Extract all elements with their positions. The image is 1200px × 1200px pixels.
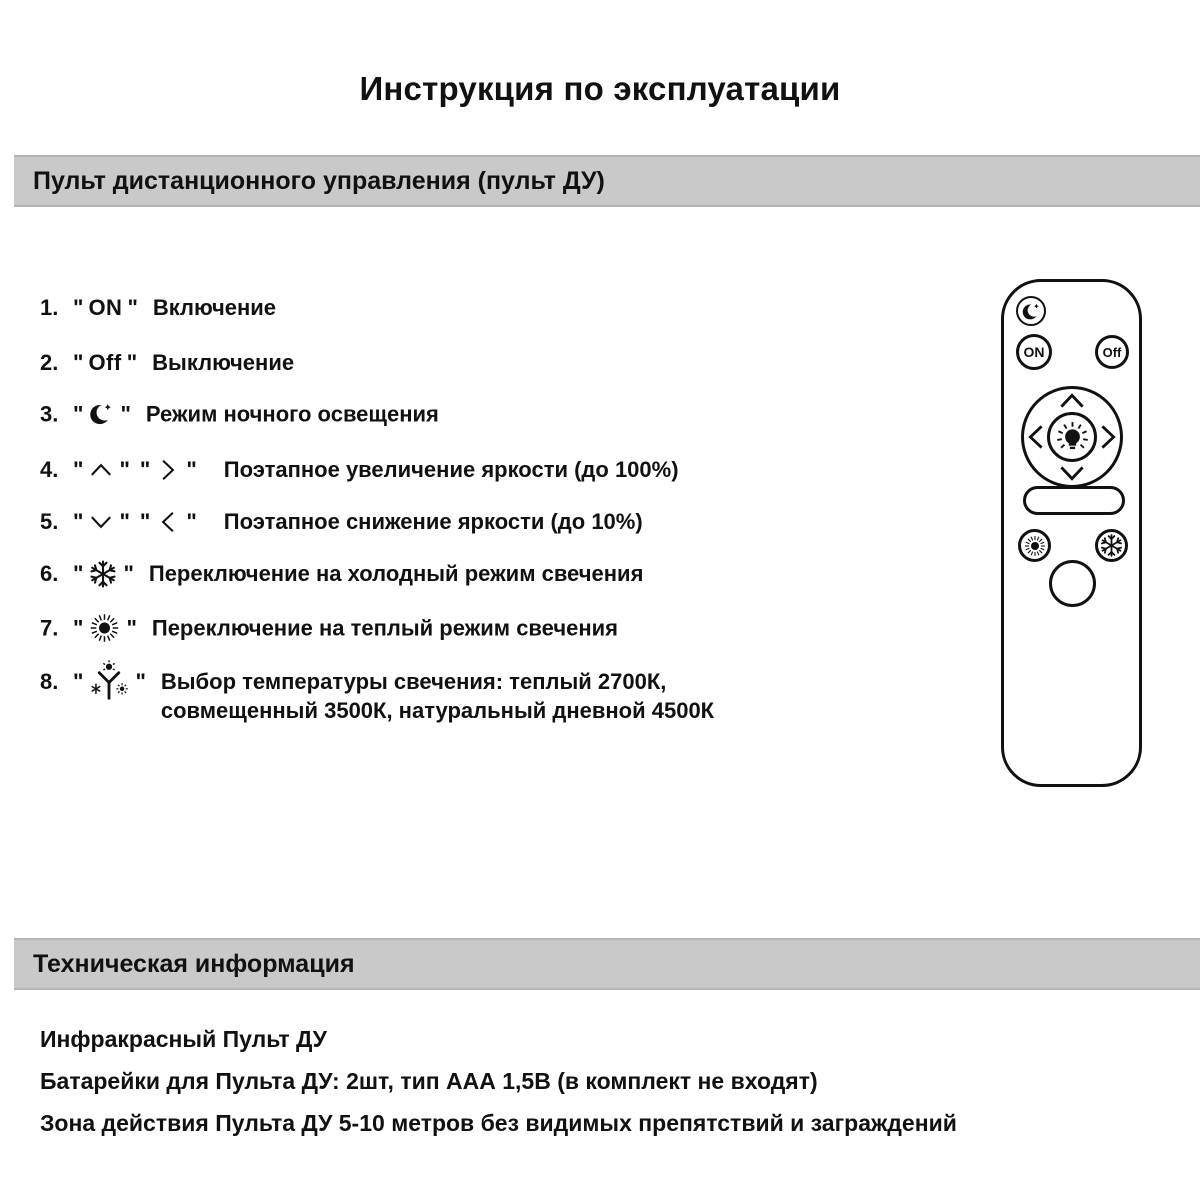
tech-info-line: Батарейки для Пульта ДУ: 2шт, тип ААА 1,5В (в комплект не входят) [40,1068,818,1094]
close-quote: " [119,457,130,482]
close-quote: " [186,509,197,534]
section-heading-remote [14,155,1200,207]
item-number: 3. [40,401,59,426]
instruction-item-7 [40,612,618,645]
section-heading-tech [14,938,1200,990]
on-button-label: ON [1023,344,1045,360]
chevron-down-icon [88,509,114,535]
open-quote: " [73,401,84,426]
close-quote: " [119,509,130,534]
item-text: Включение [152,295,277,320]
item-text: Выключение [152,350,295,375]
item-text: Поэтапное снижение яркости (до 10%) [223,509,643,534]
close-quote: " [127,295,138,320]
crescent-moon-icon [1021,301,1042,322]
close-quote: " [123,561,134,586]
on-button [1016,334,1052,370]
instruction-item-1 [40,295,276,321]
item-text-line1: Выбор температуры свечения: теплый 2700К, [160,669,667,694]
section-heading-tech-label: Техническая информация [33,949,355,978]
crescent-moon-icon [88,401,115,428]
sun-icon [1023,534,1047,558]
item-number: 8. [40,669,59,694]
page-title: Инструкция по эксплуатации [359,70,841,107]
instruction-item-3 [40,401,439,428]
instruction-item-5 [40,509,643,535]
open-quote: " [73,669,84,694]
item-text: Переключение на теплый режим свечения [151,615,619,640]
angle-right-icon [155,457,181,483]
item-text: Режим ночного освещения [145,401,439,426]
chevron-up-icon [88,457,114,483]
close-quote: " [126,350,138,375]
section-heading-remote-label: Пульт дистанционного управления (пульт ДУ) [33,166,605,195]
open-quote: " [73,615,84,640]
off-label: Off [88,350,122,375]
item-number: 4. [40,457,59,482]
item-number: 7. [40,615,59,640]
open-quote: " [139,509,151,534]
round-blank-button [1049,560,1096,607]
remote-control-illustration [1001,279,1142,787]
instruction-item-8 [40,667,714,725]
instruction-item-2 [40,350,294,376]
item-number: 5. [40,509,59,534]
close-quote: " [120,401,131,426]
item-number: 2. [40,350,59,375]
item-number: 6. [40,561,59,586]
off-button-label: Off [1102,344,1122,360]
angle-right-icon [1093,422,1123,452]
cold-mode-button [1095,529,1128,562]
close-quote: " [135,669,146,694]
snowflake-icon [88,559,118,589]
temperature-select-icon [88,660,130,702]
open-quote: " [73,350,84,375]
sun-icon [88,612,121,645]
open-quote: " [73,457,84,482]
close-quote: " [186,457,197,482]
brightness-dpad [1021,386,1123,488]
item-text: Поэтапное увеличение яркости (до 100%) [223,457,679,482]
off-button [1095,335,1129,369]
tech-info-line: Зона действия Пульта ДУ 5-10 метров без видимых препятствий и заграждений [40,1110,957,1136]
open-quote: " [73,509,84,534]
item-number: 1. [40,295,59,320]
night-mode-button [1016,296,1046,326]
close-quote: " [126,615,137,640]
instruction-item-4 [40,457,679,483]
open-quote: " [73,561,84,586]
chevron-down-icon [1057,458,1087,488]
dpad-center-button [1047,412,1097,462]
open-quote: " [73,295,84,320]
item-text: Переключение на холодный режим свечения [148,561,644,586]
item-text [161,667,714,725]
light-bulb-icon [1054,419,1091,456]
instruction-item-6 [40,559,643,589]
item-text-line2: совмещенный 3500К, натуральный дневной 4500К [160,698,715,723]
pill-button [1023,486,1125,515]
angle-left-icon [155,509,181,535]
tech-info-line: Инфракрасный Пульт ДУ [40,1026,327,1052]
warm-mode-button [1018,529,1051,562]
snowflake-icon [1099,533,1124,558]
open-quote: " [139,457,151,482]
on-label: ON [88,295,123,320]
